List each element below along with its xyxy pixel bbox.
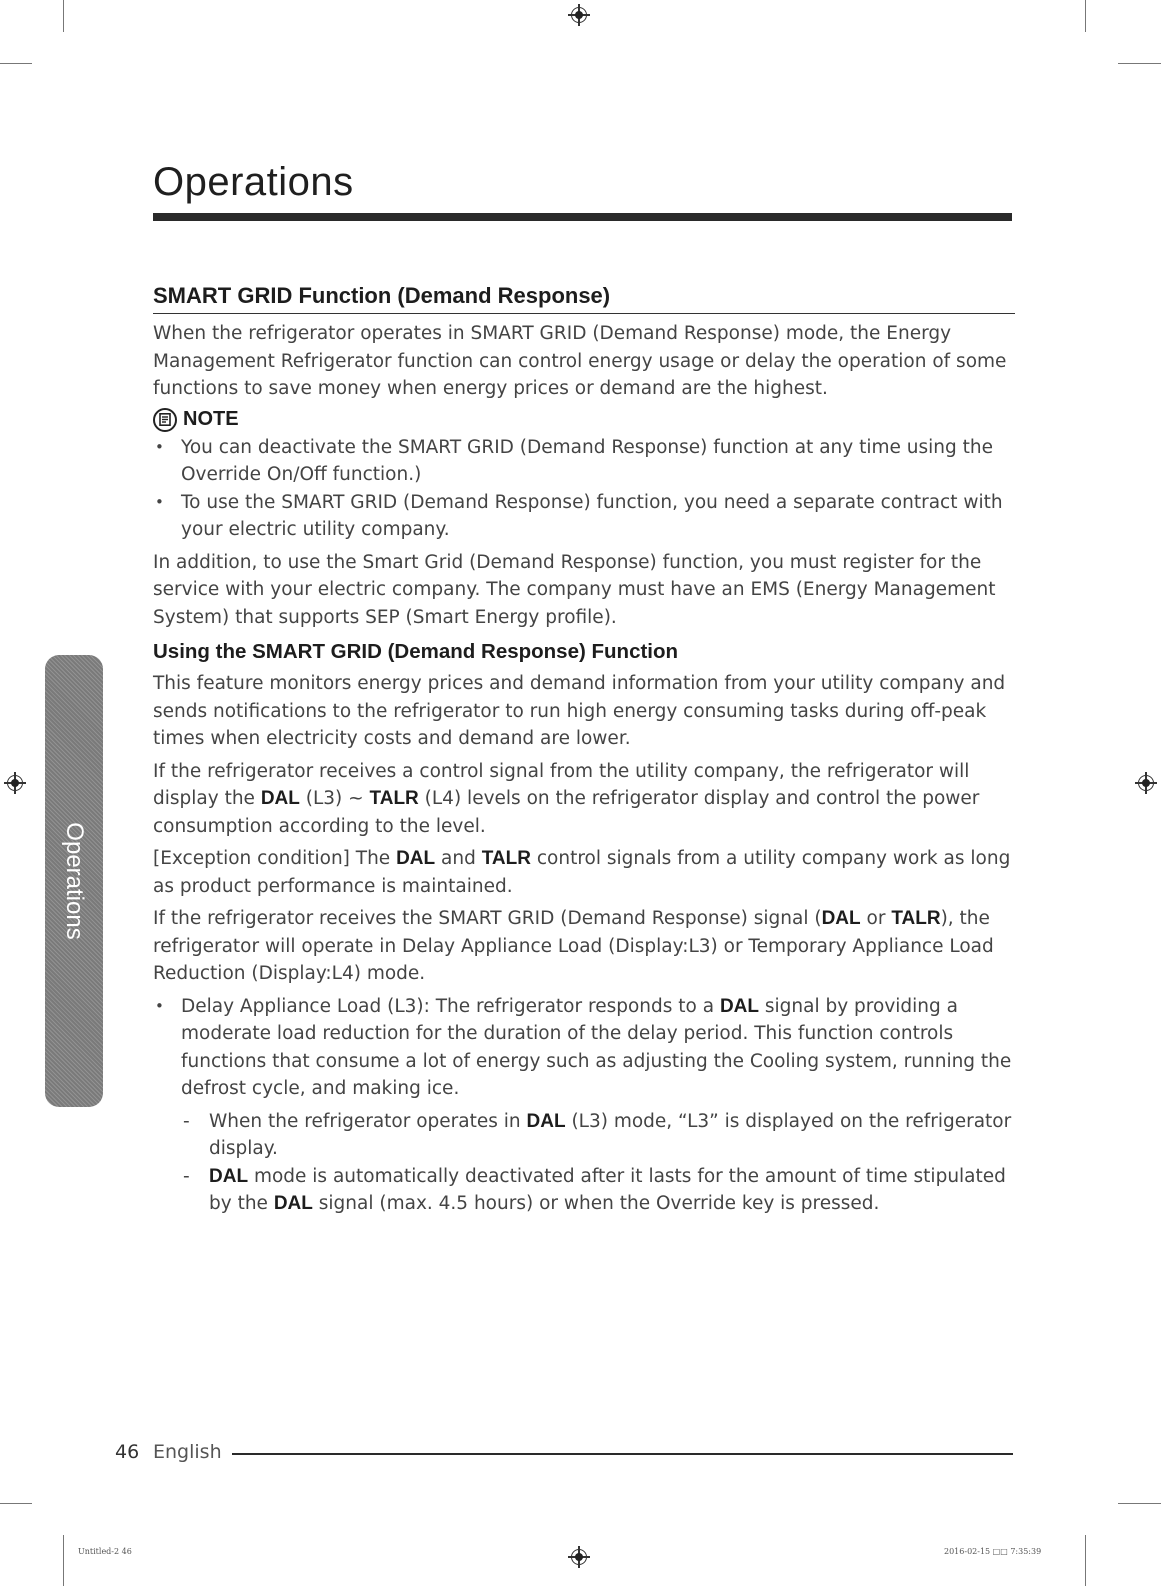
mode-list [153,993,1015,1103]
crop-mark [0,63,32,64]
keyword-dal: DAL [396,848,436,869]
registration-mark-icon [568,1546,590,1568]
note-item: • You can deactivate the SMART GRID (Demand Response) function at any time using the Override On/Off function.) [153,434,1015,489]
keyword-dal: DAL [526,1110,566,1132]
keyword-dal: DAL [719,995,759,1017]
keyword-dal: DAL [273,1193,313,1214]
footer-rule [232,1453,1013,1455]
registration-mark-icon [4,772,26,794]
side-tab-label: Operations [61,822,88,940]
print-slug-left: Untitled-2 46 [78,1547,132,1556]
footer-language: English [153,1441,222,1463]
dash-item: - When the refrigerator operates in DAL (L3) mode, “L3” is displayed on the refrigerator display. [153,1108,1015,1163]
section-title: SMART GRID Function (Demand Response) [153,283,1015,314]
registration-mark-icon [1135,772,1157,794]
keyword-dal: DAL [821,908,861,929]
chapter-title: Operations [153,160,354,204]
note-list [153,434,1015,544]
section-intro: When the refrigerator operates in SMART GRID (Demand Response) mode, the Energy Management Refrigerator function can control energy usage or delay the operation of some functions to save money when energy prices or demand are the highest. [153,323,1007,399]
subsection-title: Using the SMART GRID (Demand Response) Function [153,640,679,663]
note-item: • To use the SMART GRID (Demand Response) function, you need a separate contract with your electric utility company. [153,489,1015,544]
note-header [153,408,1015,432]
paragraph-feature: This feature monitors energy prices and demand information from your utility company and sends notifications to the refrigerator to run high energy consuming tasks during off-peak times when electricity costs and demand are lower. [153,673,1006,749]
paragraph-control-signal: If the refrigerator receives a control signal from the utility company, the refrigerator will display the DAL (L3) ~ TALR (L4) levels on the refrigerator display and control the power consumption according to the level. [153,760,980,837]
addition-paragraph: In addition, to use the Smart Grid (Demand Response) function, you must register for the service with your electric company. The company must have an EMS (Energy Management System) that supports SEP (Smart Energy profile). [153,551,996,628]
crop-mark [63,0,64,32]
note-icon [153,408,177,432]
crop-mark [1118,63,1161,64]
note-label: NOTE [183,408,239,430]
registration-mark-icon [568,4,590,26]
main-content [153,283,1015,1218]
side-tab [45,655,103,1107]
page-number: 46 [115,1441,140,1463]
crop-mark [1085,0,1086,32]
keyword-dal: DAL [209,1165,249,1187]
keyword-talr: TALR [891,908,941,929]
crop-mark [0,1503,32,1504]
crop-mark [1085,1535,1086,1586]
paragraph-exception: [Exception condition] The DAL and TALR control signals from a utility company work as long as product performance is maintained. [153,848,1011,897]
dash-list [153,1108,1015,1218]
keyword-talr: TALR [369,788,419,809]
list-item-delay-appliance-load: • Delay Appliance Load (L3): The refrigerator responds to a DAL signal by providing a moderate load reduction for the duration of the delay period. This function controls functions that consume a lot of energy such as adjusting the Cooling system, running the defrost cycle, and making ice. [153,993,1015,1103]
crop-mark [1118,1503,1161,1504]
keyword-talr: TALR [481,848,531,869]
title-rule [153,213,1012,221]
crop-mark [63,1535,64,1586]
dash-item: - DAL mode is automatically deactivated after it lasts for the amount of time stipulated by the DAL signal (max. 4.5 hours) or when the Override key is pressed. [153,1163,1015,1218]
print-slug-right: 2016-02-15 □□ 7:35:39 [944,1547,1042,1556]
keyword-dal: DAL [260,788,300,809]
paragraph-modes: If the refrigerator receives the SMART GRID (Demand Response) signal (DAL or TALR), the refrigerator will operate in Delay Appliance Load (Display:L3) or Temporary Appliance Load Reduction (Display:L4) mode. [153,908,994,984]
